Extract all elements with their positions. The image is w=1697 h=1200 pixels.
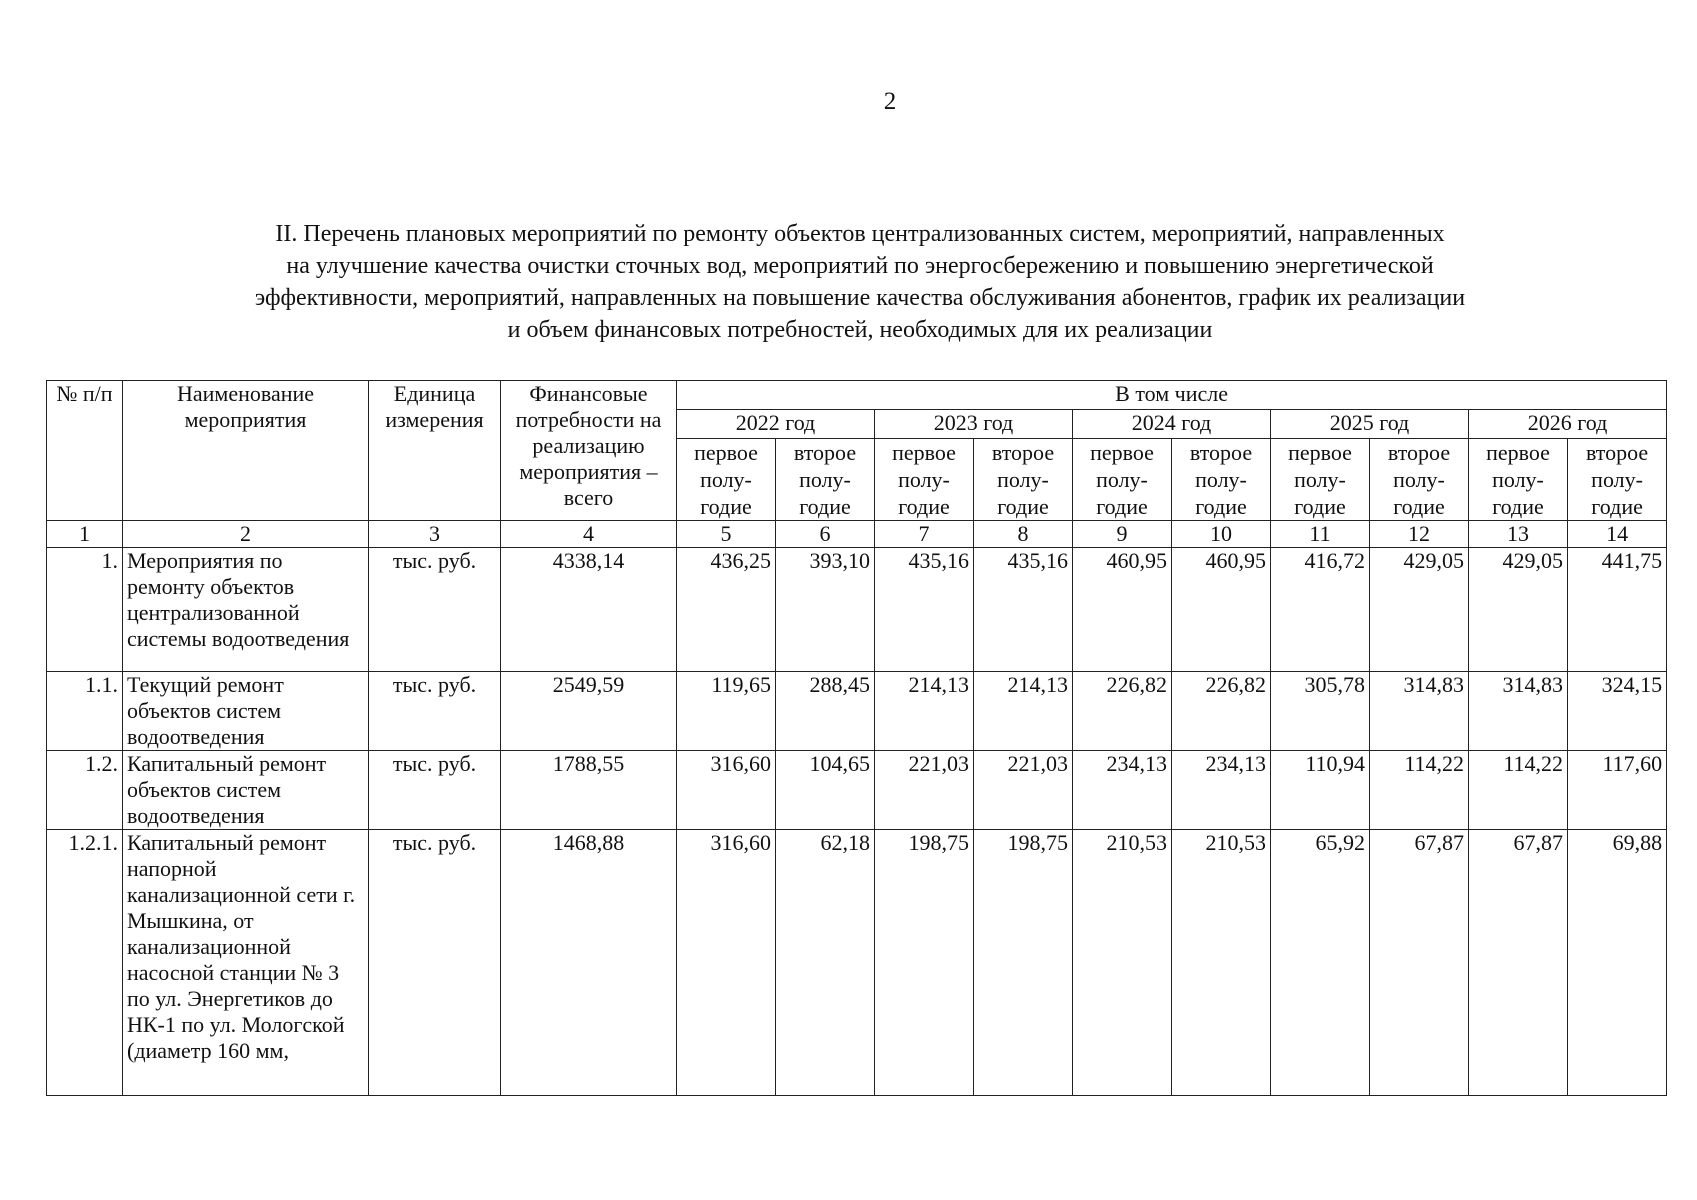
row-value: 114,22 bbox=[1469, 751, 1568, 830]
row-value: 65,92 bbox=[1271, 830, 1370, 1096]
column-number: 11 bbox=[1271, 521, 1370, 548]
column-number: 13 bbox=[1469, 521, 1568, 548]
row-value: 214,13 bbox=[974, 672, 1073, 751]
row-value: 221,03 bbox=[974, 751, 1073, 830]
column-number: 2 bbox=[123, 521, 369, 548]
row-value: 226,82 bbox=[1172, 672, 1271, 751]
column-number: 12 bbox=[1370, 521, 1469, 548]
column-number: 9 bbox=[1073, 521, 1172, 548]
row-value: 210,53 bbox=[1073, 830, 1172, 1096]
column-number: 7 bbox=[875, 521, 974, 548]
header-year: 2025 год bbox=[1271, 410, 1469, 439]
column-number: 4 bbox=[501, 521, 677, 548]
column-number: 14 bbox=[1568, 521, 1667, 548]
header-second-half: второе полу-годие bbox=[776, 439, 875, 521]
row-value: 234,13 bbox=[1172, 751, 1271, 830]
row-value: 67,87 bbox=[1370, 830, 1469, 1096]
row-value: 460,95 bbox=[1073, 548, 1172, 672]
column-number: 6 bbox=[776, 521, 875, 548]
row-value: 226,82 bbox=[1073, 672, 1172, 751]
column-number-row bbox=[47, 521, 1667, 548]
row-value: 429,05 bbox=[1370, 548, 1469, 672]
row-value: 435,16 bbox=[875, 548, 974, 672]
row-unit: тыс. руб. bbox=[369, 830, 501, 1096]
header-year: 2022 год bbox=[677, 410, 875, 439]
section-heading bbox=[120, 218, 1600, 346]
row-unit: тыс. руб. bbox=[369, 751, 501, 830]
row-value: 110,94 bbox=[1271, 751, 1370, 830]
row-unit: тыс. руб. bbox=[369, 548, 501, 672]
page-number: 2 bbox=[883, 88, 897, 115]
row-name: Мероприятия по ремонту объектов централизованной системы водоотведения bbox=[123, 548, 369, 672]
row-total: 2549,59 bbox=[501, 672, 677, 751]
header-second-half: второе полу-годие bbox=[1172, 439, 1271, 521]
row-name: Капитальный ремонт напорной канализационной сети г. Мышкина, от канализационной насосной станции № 3 по ул. Энергетиков до НК-1 по ул. Мологской (диаметр 160 мм, bbox=[123, 830, 369, 1096]
row-number: 1. bbox=[47, 548, 123, 672]
row-value: 221,03 bbox=[875, 751, 974, 830]
row-value: 441,75 bbox=[1568, 548, 1667, 672]
row-value: 429,05 bbox=[1469, 548, 1568, 672]
header-first-half: первое полу-годие bbox=[875, 439, 974, 521]
row-value: 234,13 bbox=[1073, 751, 1172, 830]
header-unit: Единица измерения bbox=[369, 381, 501, 521]
row-value: 198,75 bbox=[974, 830, 1073, 1096]
row-number: 1.2.1. bbox=[47, 830, 123, 1096]
header-second-half: второе полу-годие bbox=[1370, 439, 1469, 521]
row-unit: тыс. руб. bbox=[369, 672, 501, 751]
row-value: 67,87 bbox=[1469, 830, 1568, 1096]
header-name: Наименование мероприятия bbox=[123, 381, 369, 521]
header-first-half: первое полу-годие bbox=[677, 439, 776, 521]
header-year: 2023 год bbox=[875, 410, 1073, 439]
plan-table bbox=[46, 380, 1667, 1096]
table-body bbox=[47, 548, 1667, 1096]
row-value: 314,83 bbox=[1370, 672, 1469, 751]
header-first-half: первое полу-годие bbox=[1073, 439, 1172, 521]
row-value: 114,22 bbox=[1370, 751, 1469, 830]
row-value: 316,60 bbox=[677, 751, 776, 830]
row-value: 210,53 bbox=[1172, 830, 1271, 1096]
heading-line: эффективности, мероприятий, направленных на повышение качества обслуживания абонентов, график их реализации bbox=[254, 285, 1466, 311]
row-value: 436,25 bbox=[677, 548, 776, 672]
table-row bbox=[47, 751, 1667, 830]
header-no: № п/п bbox=[47, 381, 123, 521]
header-second-half: второе полу-годие bbox=[974, 439, 1073, 521]
heading-line: на улучшение качества очистки сточных вод, мероприятий по энергосбережению и повышению энергетической bbox=[286, 253, 1434, 279]
row-value: 119,65 bbox=[677, 672, 776, 751]
row-value: 198,75 bbox=[875, 830, 974, 1096]
header-finance: Финансовые потребности на реализацию мероприятия – всего bbox=[501, 381, 677, 521]
row-value: 214,13 bbox=[875, 672, 974, 751]
row-total: 1468,88 bbox=[501, 830, 677, 1096]
row-name: Капитальный ремонт объектов систем водоотведения bbox=[123, 751, 369, 830]
row-number: 1.2. bbox=[47, 751, 123, 830]
column-number: 5 bbox=[677, 521, 776, 548]
header-first-half: первое полу-годие bbox=[1469, 439, 1568, 521]
table-row bbox=[47, 548, 1667, 672]
header-first-half: первое полу-годие bbox=[1271, 439, 1370, 521]
row-total: 1788,55 bbox=[501, 751, 677, 830]
row-value: 314,83 bbox=[1469, 672, 1568, 751]
header-including: В том числе bbox=[677, 381, 1667, 410]
header-year: 2026 год bbox=[1469, 410, 1667, 439]
row-value: 117,60 bbox=[1568, 751, 1667, 830]
row-value: 416,72 bbox=[1271, 548, 1370, 672]
header-year: 2024 год bbox=[1073, 410, 1271, 439]
row-number: 1.1. bbox=[47, 672, 123, 751]
heading-line: II. Перечень плановых мероприятий по ремонту объектов централизованных систем, мероприятий, направленных bbox=[275, 221, 1445, 247]
heading-line: и объем финансовых потребностей, необходимых для их реализации bbox=[507, 317, 1213, 343]
row-value: 69,88 bbox=[1568, 830, 1667, 1096]
row-value: 435,16 bbox=[974, 548, 1073, 672]
column-number: 8 bbox=[974, 521, 1073, 548]
row-name: Текущий ремонт объектов систем водоотведения bbox=[123, 672, 369, 751]
row-total: 4338,14 bbox=[501, 548, 677, 672]
header-second-half: второе полу-годие bbox=[1568, 439, 1667, 521]
table-header bbox=[47, 381, 1667, 548]
row-value: 305,78 bbox=[1271, 672, 1370, 751]
row-value: 288,45 bbox=[776, 672, 875, 751]
row-value: 316,60 bbox=[677, 830, 776, 1096]
table-row bbox=[47, 830, 1667, 1096]
row-value: 324,15 bbox=[1568, 672, 1667, 751]
column-number: 3 bbox=[369, 521, 501, 548]
row-value: 460,95 bbox=[1172, 548, 1271, 672]
row-value: 104,65 bbox=[776, 751, 875, 830]
column-number: 10 bbox=[1172, 521, 1271, 548]
row-value: 393,10 bbox=[776, 548, 875, 672]
column-number: 1 bbox=[47, 521, 123, 548]
row-value: 62,18 bbox=[776, 830, 875, 1096]
table-row bbox=[47, 672, 1667, 751]
